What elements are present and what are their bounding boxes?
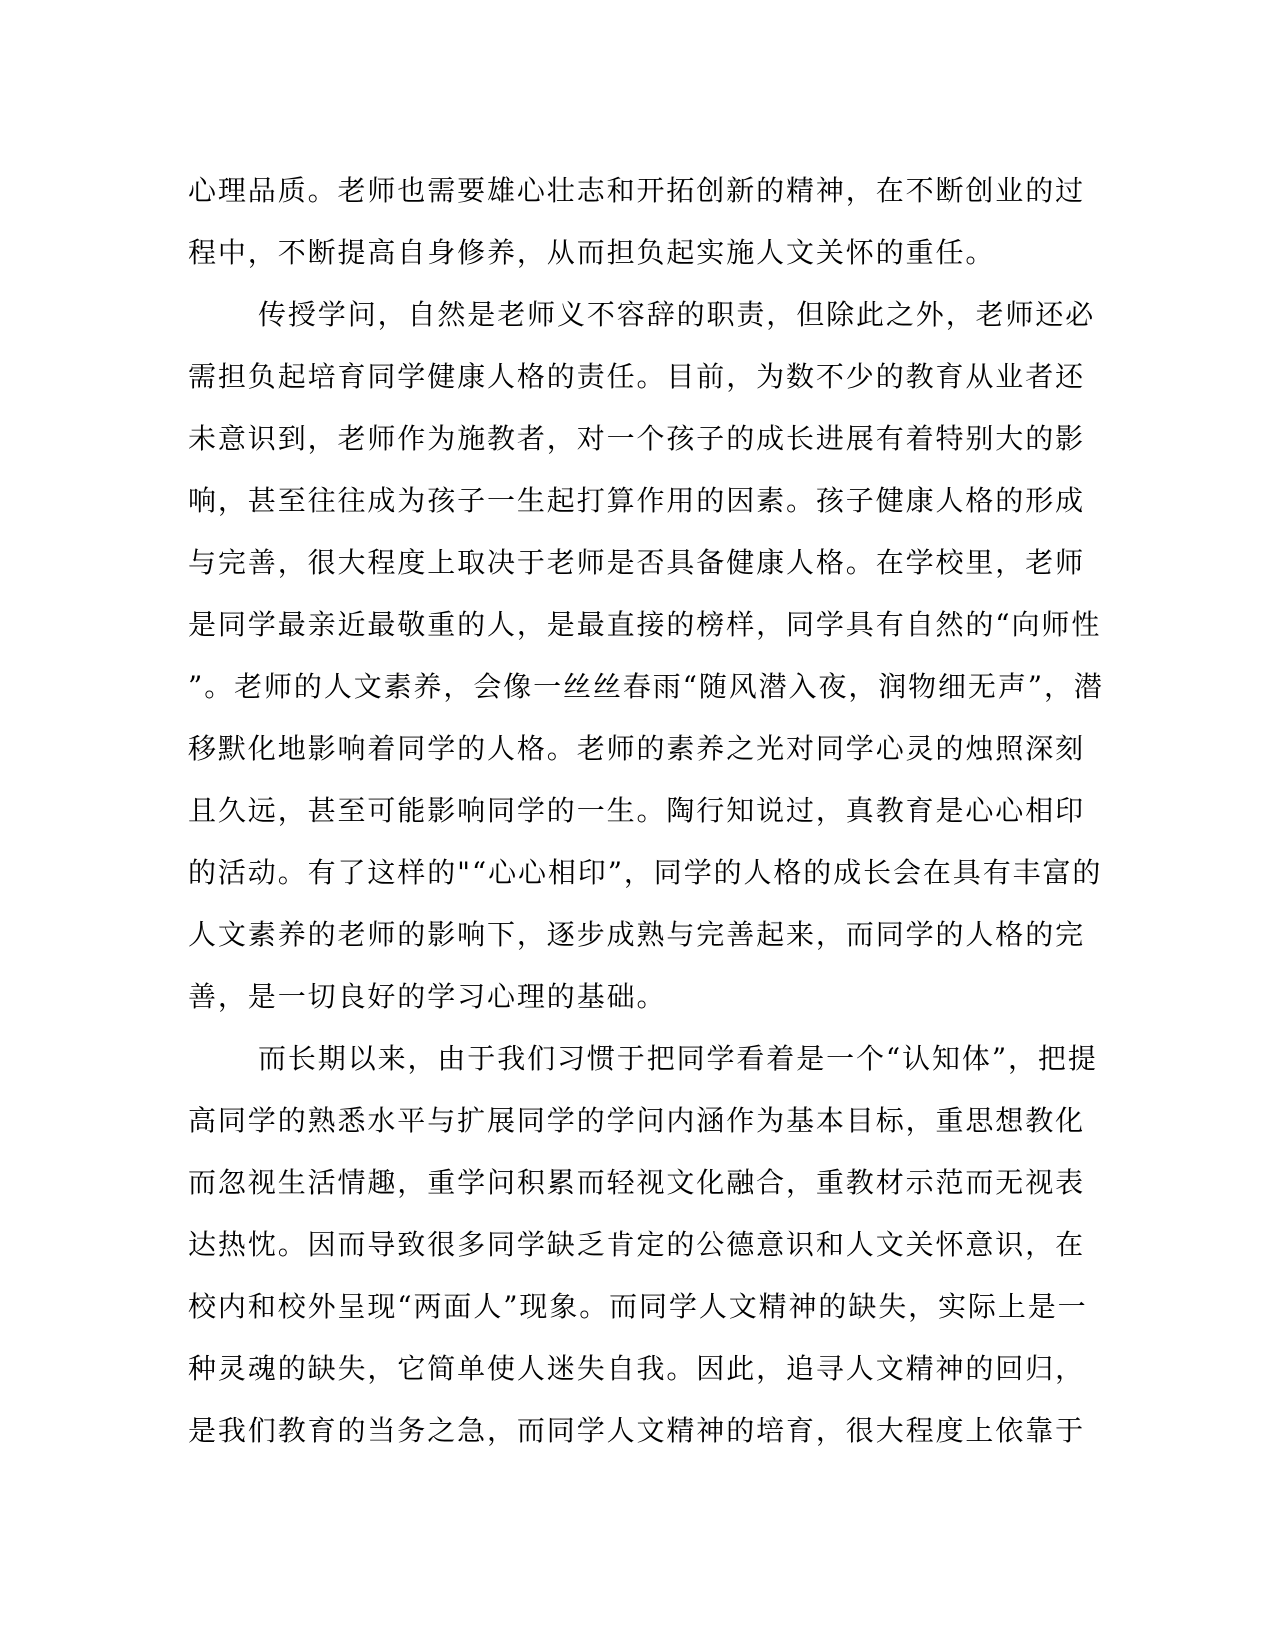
body-text [188,160,1104,1462]
text-line: 种灵魂的缺失，它简单使人迷失自我。因此，追寻人文精神的回归， [188,1352,1086,1385]
text-line: 心理品质。老师也需要雄心壮志和开拓创新的精神，在不断创业的过 [188,174,1086,207]
text-line: 程中，不断提高自身修养，从而担负起实施人文关怀的重任。 [188,236,996,269]
text-line: 是同学最亲近最敬重的人，是最直接的榜样，同学具有自然的“向师性 [188,608,1102,641]
text-line: 移默化地影响着同学的人格。老师的素养之光对同学心灵的烛照深刻 [188,732,1086,765]
text-line: 的活动。有了这样的"“心心相印”，同学的人格的成长会在具有丰富的 [188,856,1103,889]
text-line: ”。老师的人文素养，会像一丝丝春雨“随风潜入夜，润物细无声”，潜 [188,670,1104,703]
text-line: 响，甚至往往成为孩子一生起打算作用的因素。孩子健康人格的形成 [188,484,1086,517]
text-line: 人文素养的老师的影响下，逐步成熟与完善起来，而同学的人格的完 [188,918,1086,951]
text-line: 达热忱。因而导致很多同学缺乏肯定的公德意识和人文关怀意识，在 [188,1228,1086,1261]
text-line: 需担负起培育同学健康人格的责任。目前，为数不少的教育从业者还 [188,360,1086,393]
text-line: 与完善，很大程度上取决于老师是否具备健康人格。在学校里，老师 [188,546,1086,579]
text-line: 校内和校外呈现“两面人”现象。而同学人文精神的缺失，实际上是一 [188,1290,1088,1323]
text-line: 善，是一切良好的学习心理的基础。 [188,980,667,1013]
text-line: 未意识到，老师作为施教者，对一个孩子的成长进展有着特别大的影 [188,422,1086,455]
text-line: 且久远，甚至可能影响同学的一生。陶行知说过，真教育是心心相印 [188,794,1086,827]
text-line: 而忽视生活情趣，重学问积累而轻视文化融合，重教材示范而无视表 [188,1166,1086,1199]
paragraph-start-line: 而长期以来，由于我们习惯于把同学看着是一个“认知体”，把提 [258,1042,1098,1075]
paragraph-start-line: 传授学问，自然是老师义不容辞的职责，但除此之外，老师还必 [258,298,1096,331]
text-line: 高同学的熟悉水平与扩展同学的学问内涵作为基本目标，重思想教化 [188,1104,1086,1137]
text-line: 是我们教育的当务之急，而同学人文精神的培育，很大程度上依靠于 [188,1414,1086,1447]
